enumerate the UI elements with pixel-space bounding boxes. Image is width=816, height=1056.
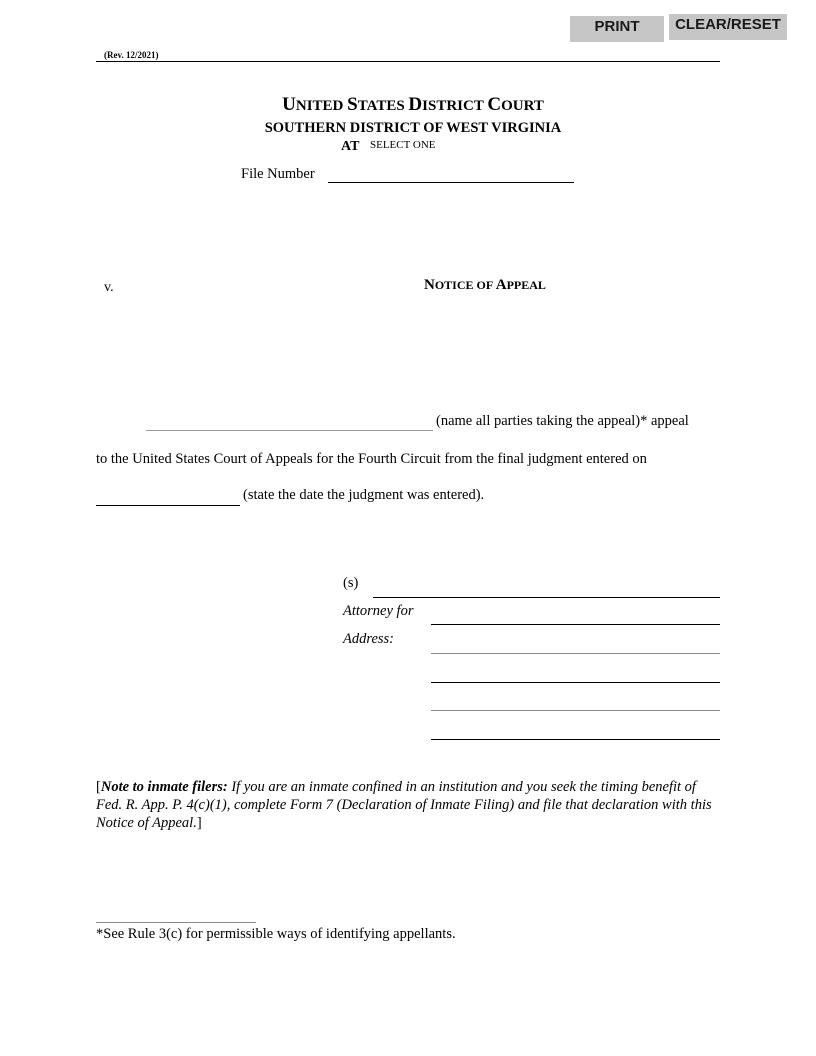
print-button[interactable]: PRINT bbox=[570, 16, 664, 42]
versus-label: v. bbox=[104, 280, 114, 295]
at-label: AT bbox=[341, 139, 360, 154]
appeal-statement: to the United States Court of Appeals for the Fourth Circuit from the final judgment entered on bbox=[96, 451, 647, 467]
court-title: UNITED STATES DISTRICT COURT bbox=[282, 94, 544, 115]
signature-field[interactable] bbox=[373, 597, 720, 598]
file-number-label: File Number bbox=[241, 166, 315, 182]
revision-label: (Rev. 12/2021) bbox=[104, 50, 159, 60]
district-name: SOUTHERN DISTRICT OF WEST VIRGINIA bbox=[264, 120, 562, 136]
header-rule bbox=[96, 61, 720, 62]
parties-field[interactable] bbox=[146, 430, 433, 431]
address-field-line-4[interactable] bbox=[431, 739, 720, 740]
file-number-field[interactable] bbox=[328, 182, 574, 183]
judgment-date-field[interactable] bbox=[96, 505, 240, 506]
clear-reset-button[interactable]: CLEAR/RESET bbox=[669, 14, 787, 40]
footnote: *See Rule 3(c) for permissible ways of identifying appellants. bbox=[96, 926, 456, 942]
attorney-for-label: Attorney for bbox=[343, 603, 414, 619]
attorney-for-field[interactable] bbox=[431, 624, 720, 625]
address-field-line-3[interactable] bbox=[431, 710, 720, 711]
address-field-line-2[interactable] bbox=[431, 682, 720, 683]
address-label: Address: bbox=[343, 631, 395, 647]
footnote-rule bbox=[96, 922, 256, 923]
notice-title: NOTICE OF APPEAL bbox=[424, 277, 546, 293]
parties-instruction: (name all parties taking the appeal)* appeal bbox=[436, 413, 689, 429]
judgment-date-instruction: (state the date the judgment was entered). bbox=[243, 487, 485, 503]
address-field-line-1[interactable] bbox=[431, 653, 720, 654]
inmate-note: [Note to inmate filers: If you are an inmate confined in an institution and you seek the timing benefit of Fed. R. App. P. 4(c)(1), complete Form 7 (Declaration of Inmate Filing) and file that declaration with this Notice of Appeal.] bbox=[96, 779, 712, 831]
division-select[interactable]: SELECT ONE bbox=[370, 139, 436, 151]
signature-label: (s) bbox=[343, 575, 359, 591]
